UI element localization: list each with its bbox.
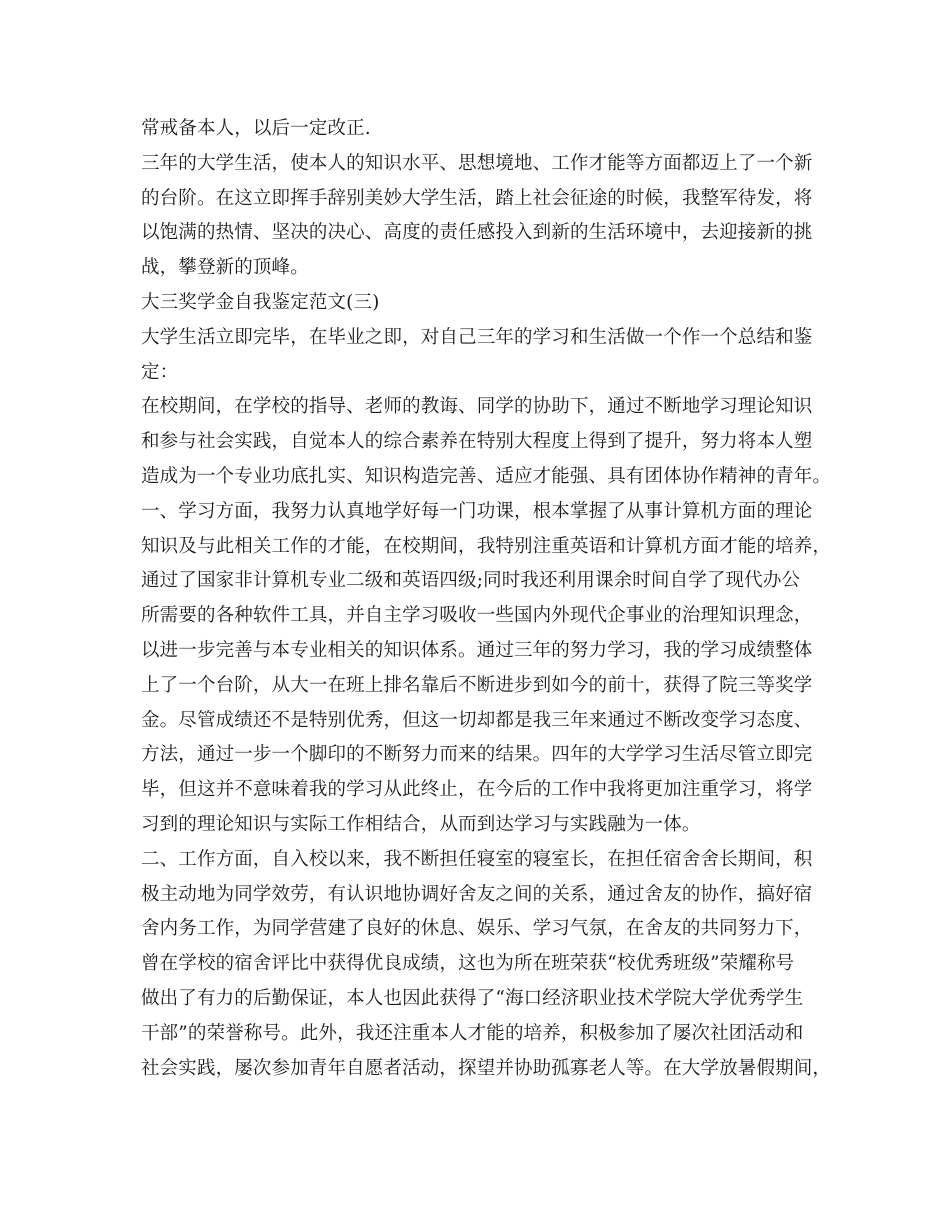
text-line: 常戒备本人，以后一定改正.: [141, 118, 371, 139]
text-line: 做出了有力的后勤保证，本人也因此获得了“海口经济职业技术学院大学优秀学生: [141, 987, 804, 1009]
text-line: 曾在学校的宿舍评比中获得优良成绩，这也为所在班荣获“校优秀班级”荣耀称号: [141, 953, 795, 975]
text-line: 和参与社会实践，自觉本人的综合素养在特别大程度上得到了提升，努力将本人塑: [141, 431, 813, 453]
text-line: 战，攀登新的顶峰。: [141, 257, 309, 279]
text-line: 以饱满的热情、坚决的决心、高度的责任感投入到新的生活环境中，去迎接新的挑: [141, 222, 813, 244]
text-line: 在校期间，在学校的指导、老师的教诲、同学的协助下，通过不断地学习理论知识: [141, 396, 813, 418]
text-line: 的台阶。在这立即挥手辞别美妙大学生活，踏上社会征途的时候，我整军待发，将: [141, 187, 813, 209]
text-line: 以进一步完善与本专业相关的知识体系。通过三年的努力学习，我的学习成绩整体: [141, 639, 813, 661]
text-line: 方法，通过一步一个脚印的不断努力而来的结果。四年的大学学习生活尽管立即完: [141, 744, 813, 766]
section-heading: 大三奖学金自我鉴定范文(三): [141, 291, 380, 313]
text-line: 干部”的荣誉称号。此外，我还注重本人才能的培养，积极参加了屡次社团活动和: [141, 1022, 804, 1044]
text-line: 极主动地为同学效劳，有认识地协调好舍友之间的关系，通过舍友的协作，搞好宿: [141, 883, 813, 905]
text-line: 三年的大学生活，使本人的知识水平、思想境地、工作才能等方面都迈上了一个新: [141, 152, 813, 174]
text-line: 舍内务工作，为同学营建了良好的休息、娱乐、学习气氛，在舍友的共同努力下，: [141, 918, 813, 940]
text-line: 金。尽管成绩还不是特别优秀，但这一切却都是我三年来通过不断改变学习态度、: [141, 709, 813, 731]
text-line: 定：: [141, 361, 179, 383]
text-line: 二、工作方面，自入校以来，我不断担任寝室的寝室长，在担任宿舍舍长期间，积: [141, 848, 813, 870]
text-line: 通过了国家非计算机专业二级和英语四级;同时我还利用课余时间自学了现代办公: [141, 570, 801, 592]
text-line: 毕，但这并不意味着我的学习从此终止，在今后的工作中我将更加注重学习，将学: [141, 779, 813, 801]
document-body: [141, 112, 831, 1086]
text-line: 习到的理论知识与实际工作相结合，从而到达学习与实践融为一体。: [141, 813, 701, 835]
text-line: 造成为一个专业功底扎实、知识构造完善、适应才能强、具有团体协作精神的青年。: [141, 465, 832, 487]
text-line: 所需要的各种软件工具，并自主学习吸收一些国内外现代企事业的治理知识理念，: [141, 605, 813, 627]
text-line: 一、学习方面，我努力认真地学好每一门功课，根本掌握了从事计算机方面的理论: [141, 500, 813, 522]
text-line: 大学生活立即完毕，在毕业之即，对自己三年的学习和生活做一个作一个总结和鉴: [141, 326, 813, 348]
text-line: 知识及与此相关工作的才能，在校期间，我特别注重英语和计算机方面才能的培养，: [141, 535, 832, 557]
text-line: 社会实践，屡次参加青年自愿者活动，探望并协助孤寡老人等。在大学放暑假期间，: [141, 1057, 832, 1079]
text-line: 上了一个台阶，从大一在班上排名靠后不断进步到如今的前十，获得了院三等奖学: [141, 674, 813, 696]
